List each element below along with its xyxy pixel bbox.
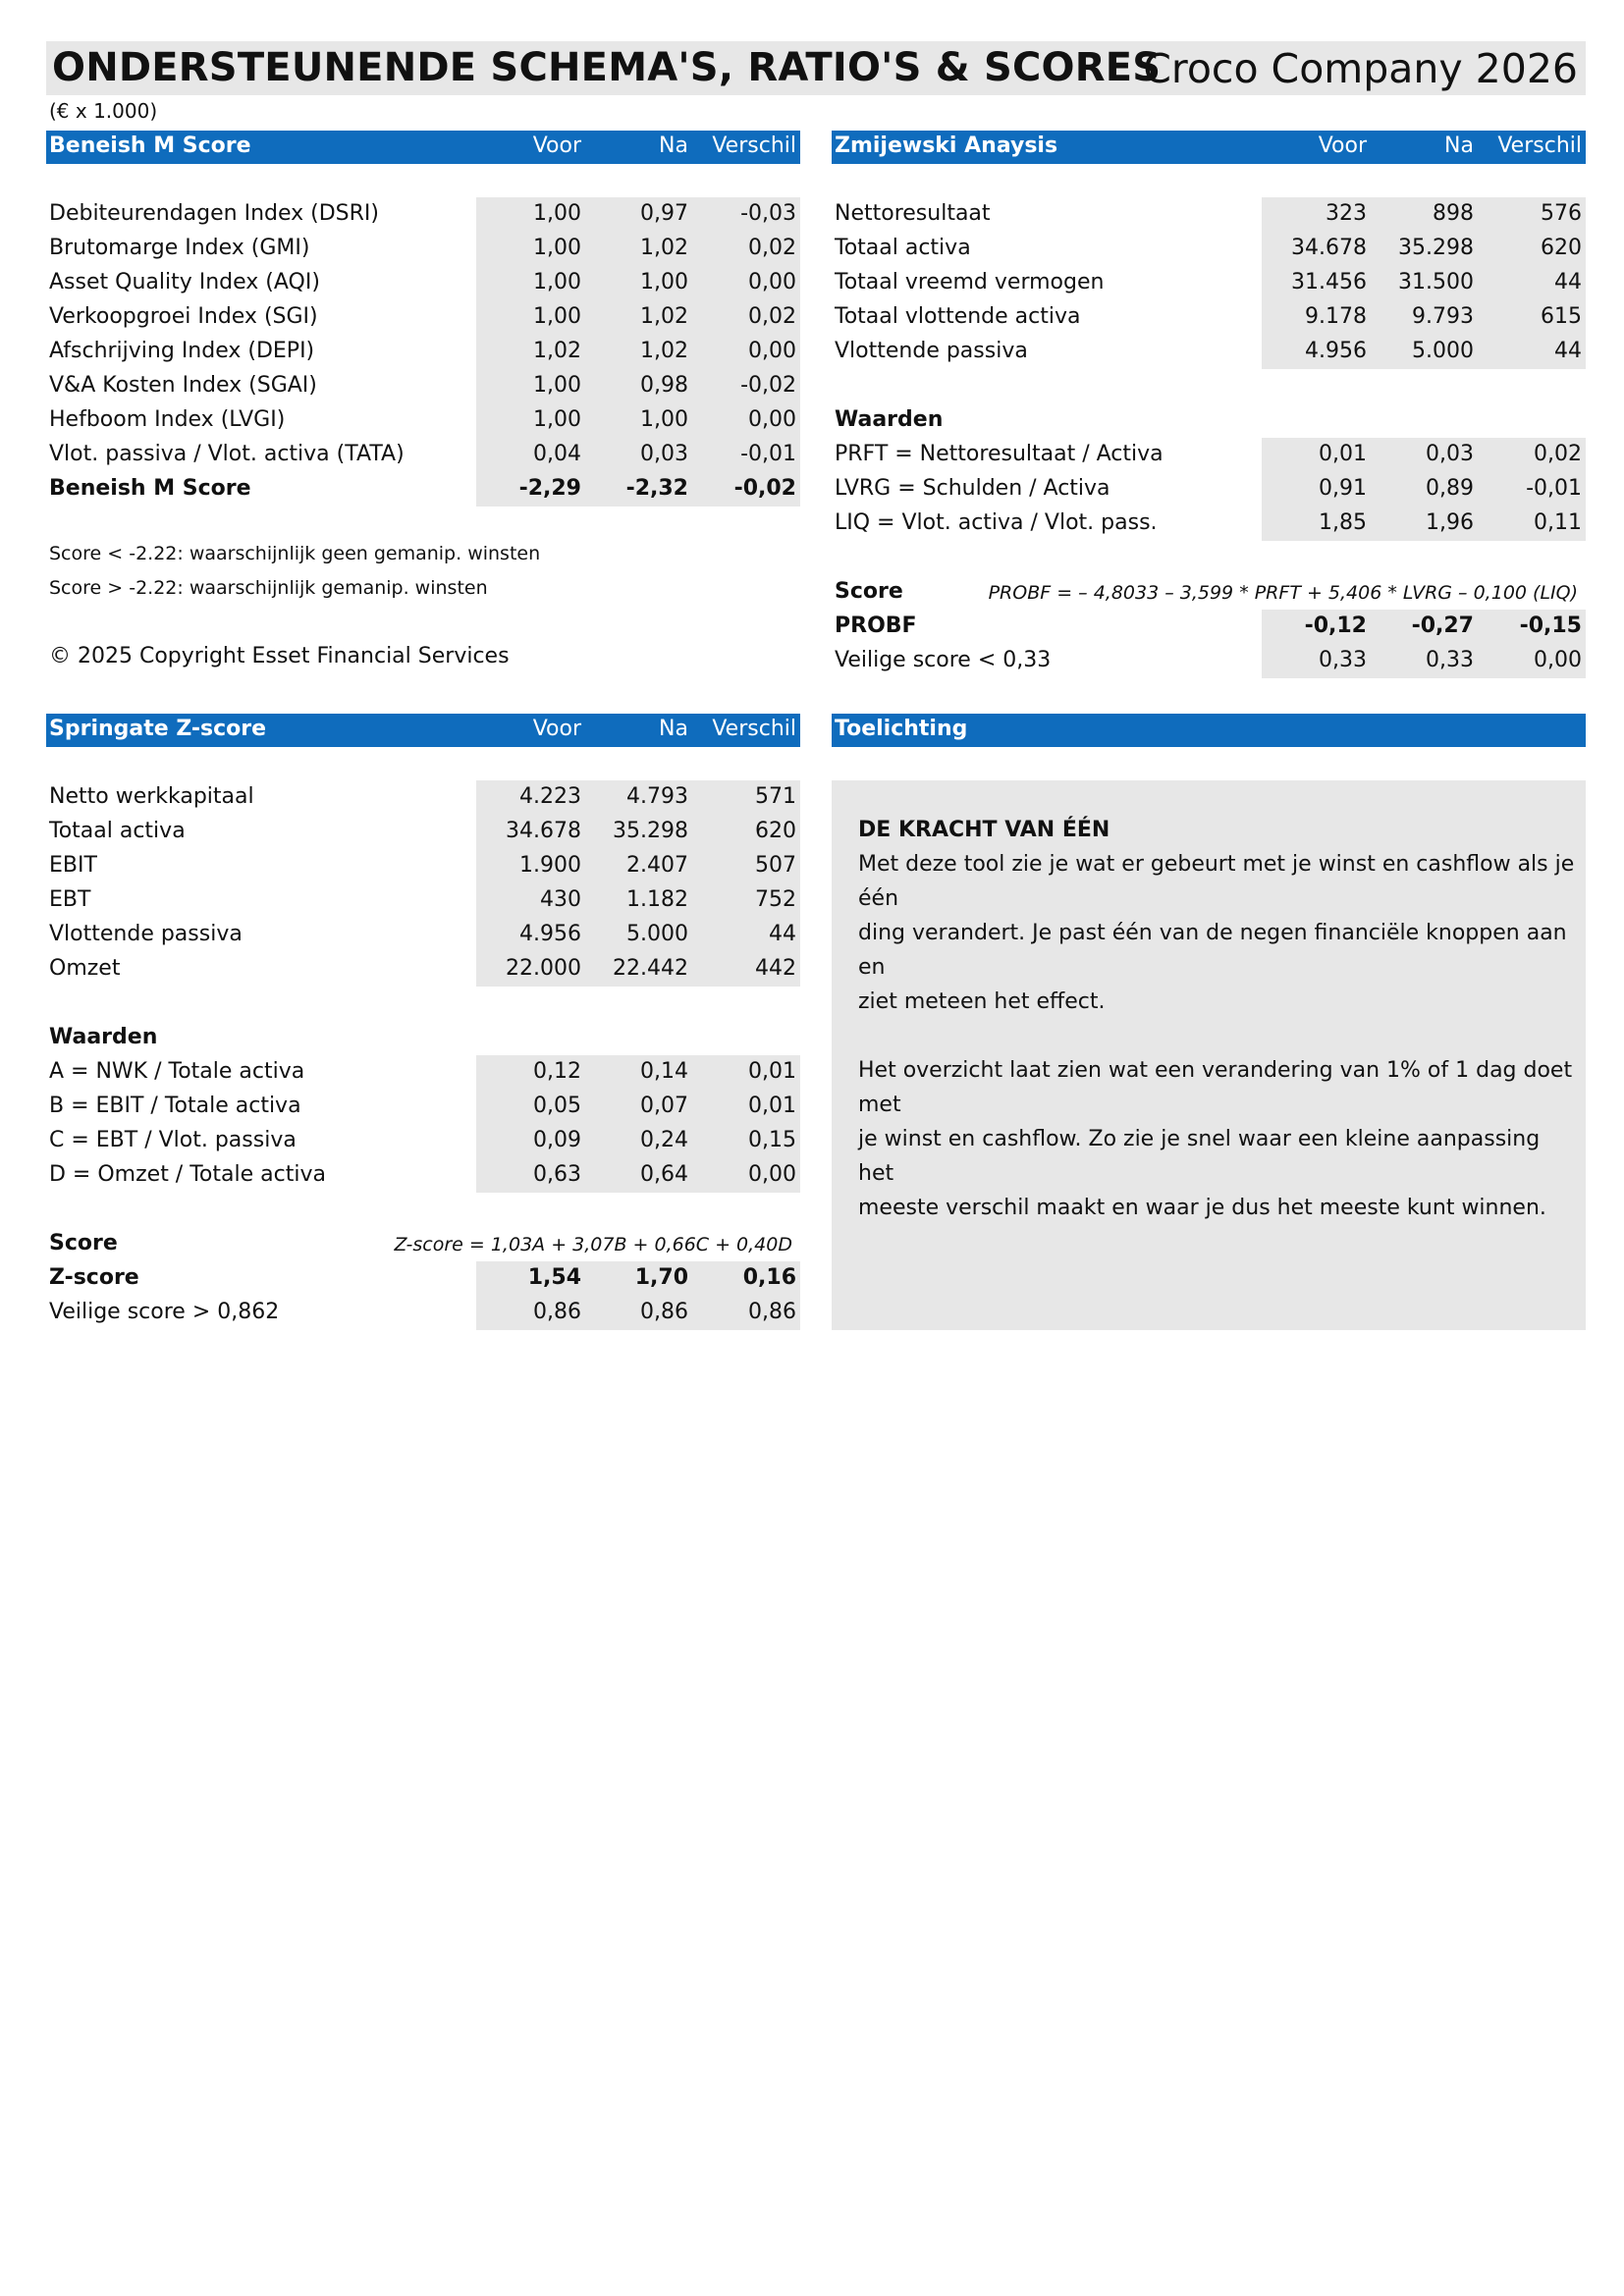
table-row (46, 1055, 800, 1090)
table-row (46, 1090, 800, 1124)
col-voor: Voor (532, 717, 581, 741)
cell-label: PROBF (835, 614, 917, 638)
copyright: © 2025 Copyright Esset Financial Services (49, 644, 510, 668)
cell-na: 0,89 (1426, 476, 1474, 501)
probf-row (832, 610, 1586, 644)
table-row (46, 335, 800, 369)
cell-na: 0,33 (1426, 648, 1474, 672)
springate-header (46, 714, 800, 747)
cell-verschil: 0,00 (748, 407, 796, 432)
cell-na: -0,27 (1411, 614, 1474, 638)
table-row (46, 815, 800, 849)
table-row (46, 1124, 800, 1158)
cell-na: 5.000 (626, 922, 688, 946)
cell-verschil: 752 (755, 887, 796, 912)
toelichting-heading: DE KRACHT VAN ÉÉN (858, 818, 1110, 842)
cell-voor: 1,00 (533, 236, 581, 260)
company-name: Croco Company 2026 (1143, 45, 1578, 92)
toelichting-paragraph-2: Het overzicht laat zien wat een verandering van 1% of 1 dag doet met je winst en cashflow. Zo zie je snel waar een kleine aanpassing het meeste verschil maakt en waar je dus het meeste kunt winnen. (858, 1058, 1573, 1220)
cell-na: 35.298 (613, 819, 688, 843)
col-voor: Voor (532, 133, 581, 158)
cell-verschil: 0,02 (1534, 442, 1582, 466)
col-verschil: Verschil (712, 133, 796, 158)
table-row (832, 300, 1586, 335)
cell-label: Veilige score < 0,33 (835, 648, 1052, 672)
cell-na: 0,98 (640, 373, 688, 398)
cell-verschil: 0,00 (748, 1162, 796, 1187)
cell-label: Totaal vreemd vermogen (835, 270, 1105, 294)
cell-voor: 1,00 (533, 304, 581, 329)
cell-voor: 1,00 (533, 407, 581, 432)
toelichting-section (832, 714, 1586, 1332)
table-row (46, 232, 800, 266)
springate-title: Springate Z-score (49, 717, 267, 741)
cell-verschil: 0,15 (748, 1128, 796, 1152)
cell-voor: 0,86 (533, 1300, 581, 1324)
table-row (832, 507, 1586, 541)
cell-label: PRFT = Nettoresultaat / Activa (835, 442, 1164, 466)
toelichting-box (832, 780, 1586, 1330)
cell-voor: 0,12 (533, 1059, 581, 1084)
unit-label: (€ x 1.000) (49, 99, 158, 123)
cell-label: Asset Quality Index (AQI) (49, 270, 320, 294)
cell-verschil: 615 (1541, 304, 1582, 329)
cell-voor: 0,04 (533, 442, 581, 466)
cell-label: Vlot. passiva / Vlot. activa (TATA) (49, 442, 405, 466)
cell-verschil: 442 (755, 956, 796, 981)
score-formula: Z-score = 1,03A + 3,07B + 0,66C + 0,40D (394, 1234, 792, 1255)
cell-voor: 1,02 (533, 339, 581, 363)
cell-verschil: 0,00 (1534, 648, 1582, 672)
cell-na: 0,03 (1426, 442, 1474, 466)
cell-na: 5.000 (1412, 339, 1474, 363)
cell-na: 22.442 (613, 956, 688, 981)
cell-na: 1,00 (640, 407, 688, 432)
col-na: Na (659, 717, 688, 741)
table-row (46, 1158, 800, 1193)
cell-na: 0,97 (640, 201, 688, 226)
cell-verschil: 620 (1541, 236, 1582, 260)
cell-na: 31.500 (1398, 270, 1474, 294)
zmijewski-header (832, 131, 1586, 164)
cell-voor: 22.000 (506, 956, 581, 981)
cell-na: 0,07 (640, 1094, 688, 1118)
cell-verschil: 44 (1554, 339, 1582, 363)
cell-voor: 0,09 (533, 1128, 581, 1152)
cell-verschil: 576 (1541, 201, 1582, 226)
cell-label: LIQ = Vlot. activa / Vlot. pass. (835, 510, 1158, 535)
cell-label: A = NWK / Totale activa (49, 1059, 305, 1084)
cell-label: Netto werkkapitaal (49, 784, 254, 809)
cell-voor: 430 (540, 887, 581, 912)
table-row (832, 197, 1586, 232)
cell-voor: 9.178 (1305, 304, 1367, 329)
cell-label: Beneish M Score (49, 476, 251, 501)
cell-na: 0,03 (640, 442, 688, 466)
cell-verschil: 44 (769, 922, 796, 946)
cell-voor: 1,85 (1319, 510, 1367, 535)
cell-label: Brutomarge Index (GMI) (49, 236, 310, 260)
cell-label: Totaal vlottende activa (835, 304, 1081, 329)
table-row (46, 849, 800, 883)
cell-label: Hefboom Index (LVGI) (49, 407, 286, 432)
cell-na: 0,64 (640, 1162, 688, 1187)
cell-voor: 0,01 (1319, 442, 1367, 466)
cell-voor: 4.956 (1305, 339, 1367, 363)
score-label: Score (49, 1231, 118, 1255)
cell-na: 1.182 (626, 887, 688, 912)
cell-voor: 1,00 (533, 270, 581, 294)
beneish-header (46, 131, 800, 164)
score-formula: PROBF = – 4,8033 – 3,599 * PRFT + 5,406 * LVRG – 0,100 (LIQ) (988, 582, 1578, 604)
cell-verschil: 0,86 (748, 1300, 796, 1324)
cell-verschil: -0,02 (740, 373, 796, 398)
veilige-score-row (832, 644, 1586, 678)
cell-verschil: 0,01 (748, 1059, 796, 1084)
cell-label: Debiteurendagen Index (DSRI) (49, 201, 379, 226)
cell-label: D = Omzet / Totale activa (49, 1162, 326, 1187)
cell-voor: 0,63 (533, 1162, 581, 1187)
table-row (46, 780, 800, 815)
cell-verschil: -0,02 (733, 476, 796, 501)
table-row (832, 232, 1586, 266)
cell-na: 4.793 (626, 784, 688, 809)
cell-na: -2,32 (625, 476, 688, 501)
table-row (46, 300, 800, 335)
beneish-m-score-row (46, 472, 800, 507)
table-row (832, 472, 1586, 507)
cell-label: Omzet (49, 956, 121, 981)
cell-na: 1,00 (640, 270, 688, 294)
beneish-title: Beneish M Score (49, 133, 251, 158)
cell-label: Totaal activa (49, 819, 186, 843)
table-row (46, 918, 800, 952)
cell-na: 1,96 (1426, 510, 1474, 535)
cell-na: 1,02 (640, 304, 688, 329)
z-score-row (46, 1261, 800, 1296)
cell-voor: -2,29 (518, 476, 581, 501)
table-row (46, 369, 800, 403)
cell-na: 9.793 (1412, 304, 1474, 329)
cell-voor: 1,54 (527, 1265, 581, 1290)
table-row (832, 438, 1586, 472)
cell-voor: 4.223 (519, 784, 581, 809)
cell-verschil: 0,00 (748, 339, 796, 363)
cell-label: Afschrijving Index (DEPI) (49, 339, 315, 363)
cell-voor: 1,00 (533, 373, 581, 398)
cell-label: Z-score (49, 1265, 139, 1290)
toelichting-paragraph-1: Met deze tool zie je wat er gebeurt met je winst en cashflow als je één ding verandert. Je past één van de negen financiële knoppen aan en ziet meteen het effect. (858, 852, 1575, 1014)
cell-na: 1,02 (640, 236, 688, 260)
cell-verschil: 0,11 (1534, 510, 1582, 535)
cell-label: Vlottende passiva (49, 922, 243, 946)
cell-voor: 34.678 (1291, 236, 1367, 260)
page-title: ONDERSTEUNENDE SCHEMA'S, RATIO'S & SCORES (52, 45, 1162, 90)
cell-verschil: 507 (755, 853, 796, 878)
cell-voor: 0,91 (1319, 476, 1367, 501)
table-row (832, 335, 1586, 369)
table-row (46, 403, 800, 438)
cell-label: V&A Kosten Index (SGAI) (49, 373, 317, 398)
col-verschil: Verschil (1497, 133, 1582, 158)
title-bar (46, 41, 1586, 95)
cell-label: EBIT (49, 853, 97, 878)
waarden-label: Waarden (835, 407, 944, 432)
cell-verschil: 0,01 (748, 1094, 796, 1118)
table-row (46, 438, 800, 472)
cell-voor: 0,33 (1319, 648, 1367, 672)
waarden-label: Waarden (49, 1025, 158, 1049)
cell-verschil: -0,01 (740, 442, 796, 466)
table-row (832, 266, 1586, 300)
cell-voor: 4.956 (519, 922, 581, 946)
col-na: Na (659, 133, 688, 158)
cell-verschil: 44 (1554, 270, 1582, 294)
table-row (46, 197, 800, 232)
veilige-score-row (46, 1296, 800, 1330)
cell-label: Nettoresultaat (835, 201, 991, 226)
cell-voor: 323 (1326, 201, 1367, 226)
cell-voor: 1.900 (519, 853, 581, 878)
cell-label: C = EBT / Vlot. passiva (49, 1128, 297, 1152)
cell-verschil: -0,01 (1526, 476, 1582, 501)
col-voor: Voor (1318, 133, 1367, 158)
zmijewski-title: Zmijewski Anaysis (835, 133, 1058, 158)
cell-voor: -0,12 (1304, 614, 1367, 638)
cell-na: 1,02 (640, 339, 688, 363)
cell-verschil: 0,00 (748, 270, 796, 294)
beneish-section (46, 131, 800, 720)
cell-na: 35.298 (1398, 236, 1474, 260)
cell-verschil: 0,16 (742, 1265, 796, 1290)
cell-na: 0,14 (640, 1059, 688, 1084)
cell-verschil: 620 (755, 819, 796, 843)
cell-label: LVRG = Schulden / Activa (835, 476, 1110, 501)
cell-na: 0,86 (640, 1300, 688, 1324)
cell-voor: 0,05 (533, 1094, 581, 1118)
beneish-note-1: Score < -2.22: waarschijnlijk geen gemanip. winsten (49, 543, 541, 564)
toelichting-title: Toelichting (835, 717, 968, 741)
table-row (46, 266, 800, 300)
cell-na: 898 (1433, 201, 1474, 226)
cell-verschil: 571 (755, 784, 796, 809)
cell-verschil: -0,15 (1519, 614, 1582, 638)
cell-voor: 1,00 (533, 201, 581, 226)
cell-verschil: 0,02 (748, 236, 796, 260)
cell-label: Veilige score > 0,862 (49, 1300, 280, 1324)
cell-na: 1,70 (634, 1265, 688, 1290)
toelichting-header (832, 714, 1586, 747)
col-na: Na (1444, 133, 1474, 158)
cell-verschil: 0,02 (748, 304, 796, 329)
cell-voor: 34.678 (506, 819, 581, 843)
col-verschil: Verschil (712, 717, 796, 741)
cell-label: Verkoopgroei Index (SGI) (49, 304, 318, 329)
table-row (46, 883, 800, 918)
score-label: Score (835, 579, 903, 604)
cell-verschil: -0,03 (740, 201, 796, 226)
table-row (46, 952, 800, 987)
cell-label: Totaal activa (835, 236, 971, 260)
beneish-note-2: Score > -2.22: waarschijnlijk gemanip. winsten (49, 577, 488, 599)
springate-section (46, 714, 800, 1332)
zmijewski-section (832, 131, 1586, 680)
cell-label: EBT (49, 887, 91, 912)
cell-voor: 31.456 (1291, 270, 1367, 294)
cell-label: B = EBIT / Totale activa (49, 1094, 301, 1118)
cell-na: 0,24 (640, 1128, 688, 1152)
cell-na: 2.407 (626, 853, 688, 878)
cell-label: Vlottende passiva (835, 339, 1028, 363)
